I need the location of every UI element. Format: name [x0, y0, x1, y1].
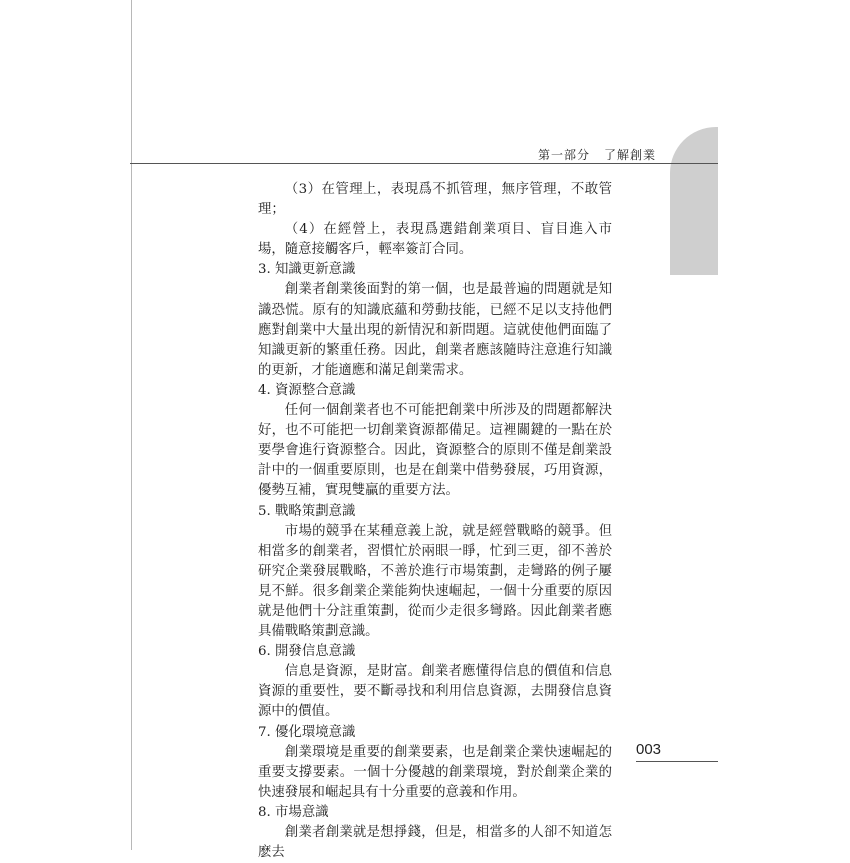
- paragraph: 任何一個創業者也不可能把創業中所涉及的問題都解決好，也不可能把一切創業資源都備足。這裡關鍵的一點在於要學會進行資源整合。因此，資源整合的原則不僅是創業設計中的一個重要原則，也是在創業中借勢發展，巧用資源，優勢互補，實現雙贏的重要方法。: [258, 403, 612, 499]
- chapter-edge-tab: [670, 127, 718, 275]
- paragraph: 市場的競爭在某種意義上說，就是經營戰略的競爭。但相當多的創業者，習慣忙於兩眼一睜，忙到三更，卻不善於研究企業發展戰略，不善於進行市場策劃，走彎路的例子屢見不鮮。很多創業企業能夠快速崛起，一個十分重要的原因就是他們十分註重策劃，從而少走很多彎路。因此創業者應具備戰略策劃意識。: [258, 523, 612, 640]
- section-heading: 4. 資源整合意識: [258, 382, 356, 398]
- header-part: 第一部分: [538, 148, 591, 162]
- paragraph: 信息是資源，是財富。創業者應懂得信息的價值和信息資源的重要性，要不斷尋找和利用信息資源，去開發信息資源中的價值。: [258, 664, 612, 720]
- section-heading: 5. 戰略策劃意識: [258, 503, 356, 519]
- footer-rule: [636, 761, 718, 762]
- paragraph: 創業者創業後面對的第一個，也是最普遍的問題就是知識恐慌。原有的知識底蘊和勞動技能，已經不足以支持他們應對創業中大量出現的新情況和新問題。這就使他們面臨了知識更新的繁重任務。因此，創業者應該隨時注意進行知識的更新，才能適應和滿足創業需求。: [258, 282, 612, 378]
- paragraph: 創業環境是重要的創業要素，也是創業企業快速崛起的重要支撐要素。一個十分優越的創業環境，對於創業企業的快速發展和崛起具有十分重要的意義和作用。: [258, 744, 612, 800]
- paragraph: 創業者創業就是想掙錢，但是，相當多的人卻不知道怎麽去: [258, 825, 612, 861]
- header-rule: [130, 163, 718, 164]
- section-heading: 3. 知識更新意識: [258, 262, 356, 278]
- running-header: [538, 146, 656, 163]
- body-text: [258, 180, 612, 863]
- section-heading: 6. 開發信息意識: [258, 644, 356, 660]
- section-heading: 8. 市場意識: [258, 804, 329, 820]
- paragraph: （4）在經營上，表現爲選錯創業項目、盲目進入市場，隨意接觸客戶，輕率簽訂合同。: [258, 222, 612, 258]
- page-number: 003: [636, 741, 662, 758]
- paragraph: （3）在管理上，表現爲不抓管理，無序管理，不敢管理；: [258, 182, 612, 218]
- gutter-line: [131, 0, 132, 850]
- header-chapter: 了解創業: [604, 148, 657, 162]
- section-heading: 7. 優化環境意識: [258, 724, 356, 740]
